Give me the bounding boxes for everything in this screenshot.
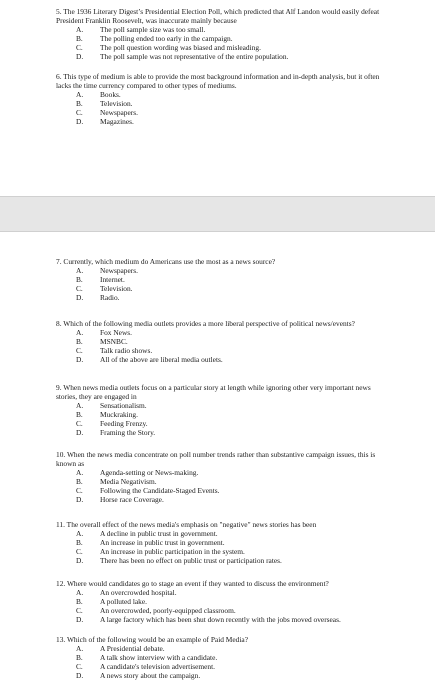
option-text: The polling ended too early in the campaign.	[100, 33, 233, 43]
answer-options	[56, 267, 386, 303]
question-stem: 6. This type of medium is able to provide the most background information and in-depth analysis, but it often lacks the time currency compared to other types of mediums.	[56, 72, 380, 90]
option-text: A decline in public trust in government.	[100, 528, 218, 538]
option-text: Sensationalism.	[100, 400, 147, 410]
question-13	[56, 636, 386, 681]
option-letter: A.	[76, 24, 84, 34]
option-letter: A.	[76, 467, 84, 477]
option-text: MSNBC.	[100, 336, 128, 346]
option-text: Horse race Coverage.	[100, 494, 164, 504]
option-text: A news story about the campaign.	[100, 670, 201, 680]
option-letter: D.	[76, 116, 84, 126]
option-text: An overcrowded hospital.	[100, 587, 177, 597]
option-text: Books.	[100, 89, 121, 99]
option-letter: A.	[76, 89, 84, 99]
question-9	[56, 384, 386, 437]
answer-option	[56, 53, 386, 62]
option-letter: C.	[76, 418, 83, 428]
option-letter: C.	[76, 42, 83, 52]
option-text: A polluted lake.	[100, 596, 148, 606]
option-text: A talk show interview with a candidate.	[100, 652, 218, 662]
option-letter: B.	[76, 537, 83, 547]
question-stem: 5. The 1936 Literary Digest’s Presidential Election Poll, which predicted that Alf Landon would easily defeat President Franklin Roosevelt, was inaccurate mainly because	[56, 7, 380, 25]
option-letter: C.	[76, 485, 83, 495]
option-text: Media Negativism.	[100, 476, 157, 486]
answer-option	[56, 557, 386, 566]
question-5	[56, 8, 386, 61]
option-text: There has been no effect on public trust or participation rates.	[100, 555, 282, 565]
answer-option	[56, 672, 386, 681]
option-text: A large factory which has been shut down recently with the jobs moved overseas.	[100, 614, 341, 624]
question-7	[56, 258, 386, 303]
answer-option	[56, 429, 386, 438]
option-letter: C.	[76, 345, 83, 355]
answer-option	[56, 356, 386, 365]
option-text: An increase in public trust in government.	[100, 537, 225, 547]
option-letter: B.	[76, 274, 83, 284]
option-letter: B.	[76, 336, 83, 346]
option-text: A Presidential debate.	[100, 643, 165, 653]
question-11	[56, 521, 386, 566]
answer-options	[56, 329, 386, 365]
question-stem: 13. Which of the following would be an example of Paid Media?	[56, 635, 248, 644]
option-text: An overcrowded, poorly-equipped classroom.	[100, 605, 236, 615]
option-text: Following the Candidate-Staged Events.	[100, 485, 220, 495]
option-letter: C.	[76, 546, 83, 556]
option-text: A candidate's television advertisement.	[100, 661, 216, 671]
answer-options	[56, 402, 386, 438]
option-text: Muckraking.	[100, 409, 138, 419]
answer-option	[56, 616, 386, 625]
option-letter: D.	[76, 494, 84, 504]
option-letter: D.	[76, 555, 84, 565]
option-text: The poll sample was not representative of the entire population.	[100, 51, 289, 61]
option-text: Agenda-setting or News-making.	[100, 467, 199, 477]
option-letter: A.	[76, 643, 84, 653]
question-stem: 11. The overall effect of the news media's emphasis on "negative" news stories has been	[56, 520, 317, 529]
option-text: Talk radio shows.	[100, 345, 153, 355]
option-letter: A.	[76, 327, 84, 337]
option-letter: D.	[76, 670, 84, 680]
option-text: Newspapers.	[100, 265, 138, 275]
option-letter: D.	[76, 614, 84, 624]
answer-options	[56, 91, 386, 127]
question-8	[56, 320, 386, 365]
question-10	[56, 451, 386, 504]
answer-option	[56, 294, 386, 303]
answer-options	[56, 26, 386, 62]
option-letter: C.	[76, 107, 83, 117]
question-stem: 10. When the news media concentrate on poll number trends rather than substantive campaign issues, this is known as	[56, 450, 376, 468]
option-letter: C.	[76, 283, 83, 293]
option-text: Internet.	[100, 274, 125, 284]
option-letter: A.	[76, 265, 84, 275]
option-text: Radio.	[100, 292, 120, 302]
question-stem: 7. Currently, which medium do Americans use the most as a news source?	[56, 257, 276, 266]
option-text: Magazines.	[100, 116, 134, 126]
option-letter: C.	[76, 661, 83, 671]
option-text: Framing the Story.	[100, 427, 156, 437]
option-text: The poll sample size was too small.	[100, 24, 206, 34]
option-text: Television.	[100, 98, 133, 108]
answer-options	[56, 589, 386, 625]
option-text: Fox News.	[100, 327, 133, 337]
question-stem: 12. Where would candidates go to stage an event if they wanted to discuss the environment?	[56, 579, 329, 588]
option-letter: B.	[76, 409, 83, 419]
option-letter: B.	[76, 476, 83, 486]
option-letter: D.	[76, 427, 84, 437]
option-text: An increase in public participation in the system.	[100, 546, 245, 556]
option-letter: D.	[76, 354, 84, 364]
question-12	[56, 580, 386, 625]
question-6	[56, 73, 386, 126]
option-text: All of the above are liberal media outlets.	[100, 354, 223, 364]
option-letter: D.	[76, 51, 84, 61]
answer-options	[56, 645, 386, 681]
question-stem: 9. When news media outlets focus on a particular story at length while ignoring other very important news stories, they are engaged in	[56, 383, 371, 401]
option-letter: A.	[76, 400, 84, 410]
option-letter: B.	[76, 33, 83, 43]
question-stem: 8. Which of the following media outlets provides a more liberal perspective of political news/events?	[56, 319, 355, 328]
answer-options	[56, 530, 386, 566]
option-letter: D.	[76, 292, 84, 302]
answer-option	[56, 118, 386, 127]
page-separator	[0, 196, 435, 232]
option-letter: B.	[76, 596, 83, 606]
option-text: Television.	[100, 283, 133, 293]
option-letter: B.	[76, 98, 83, 108]
answer-options	[56, 469, 386, 505]
option-letter: A.	[76, 528, 84, 538]
option-text: Feeding Frenzy.	[100, 418, 148, 428]
option-text: Newspapers.	[100, 107, 138, 117]
option-letter: C.	[76, 605, 83, 615]
option-text: The poll question wording was biased and misleading.	[100, 42, 261, 52]
option-letter: A.	[76, 587, 84, 597]
answer-option	[56, 496, 386, 505]
option-letter: B.	[76, 652, 83, 662]
